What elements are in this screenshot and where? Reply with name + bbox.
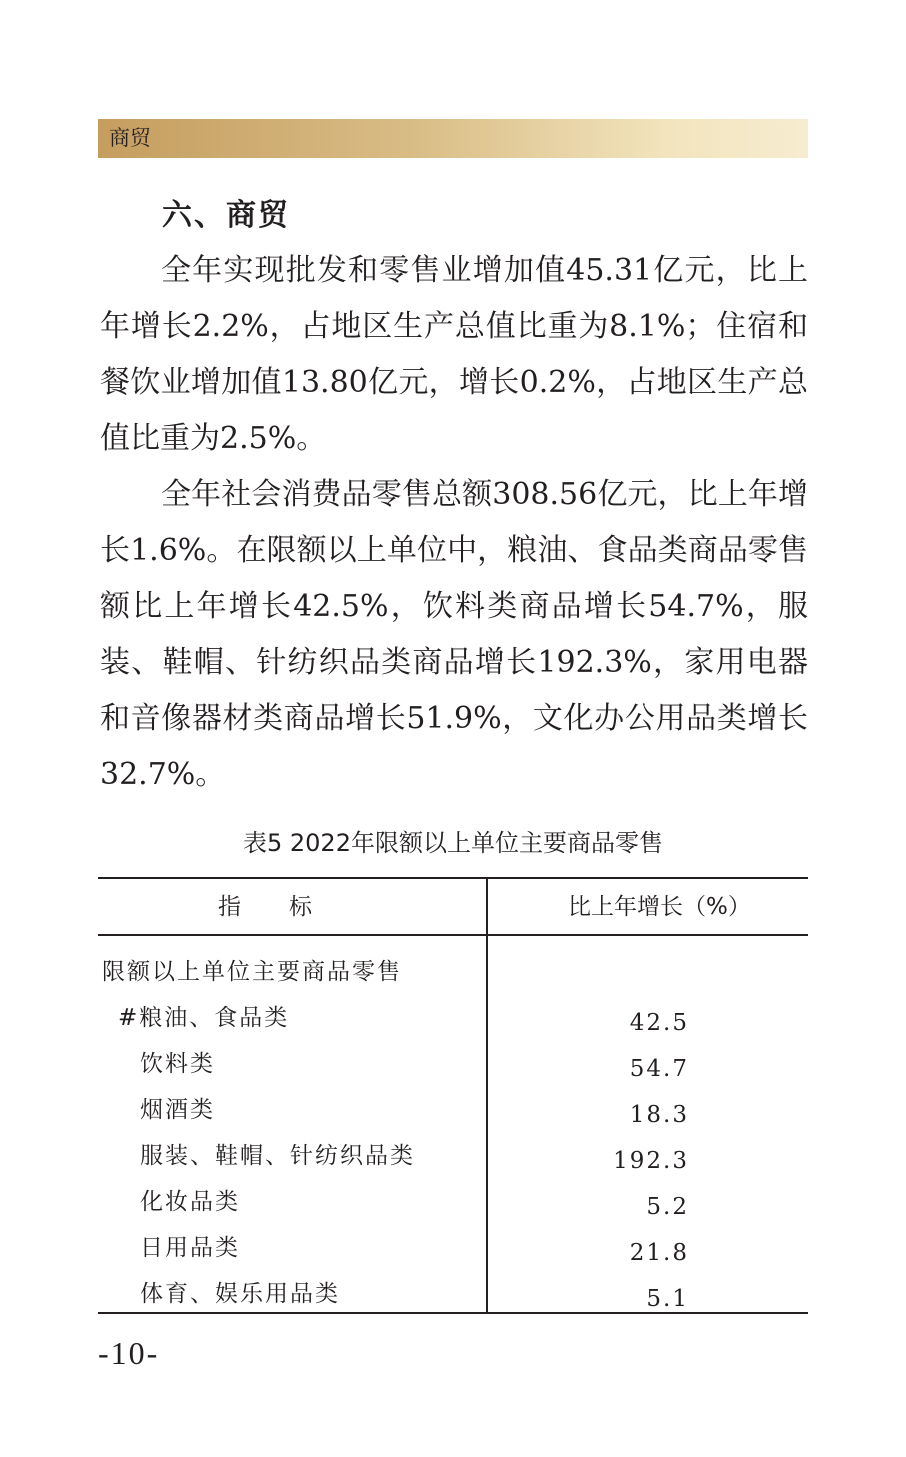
table-title: 表5 2022年限额以上单位主要商品零售 (243, 829, 663, 857)
table-column-divider (486, 877, 488, 1314)
row-value-beverages: 54.7 (629, 1056, 689, 1082)
row-value-daily-goods: 21.8 (629, 1240, 689, 1266)
row-value-sports-entertainment: 5.1 (646, 1286, 689, 1312)
section-header-label: 商贸 (109, 126, 151, 150)
table-header-rule (98, 934, 808, 936)
paragraph-consumer-goods: 全年社会消费品零售总额308.56亿元，比上年增长1.6%。在限额以上单位中，粮油、食品类商品零售额比上年增长42.5%，饮料类商品增长54.7%，服装、鞋帽、针纺织品类商品增长192.3%，家用电器和音像器材类商品增长51.9%，文化办公用品类增长32.7%。 (100, 477, 808, 792)
row-label-cosmetics: 化妆品类 (140, 1189, 240, 1215)
section-header-band (98, 119, 808, 158)
column-header-indicator-a: 指 (218, 894, 243, 920)
table-bottom-rule (98, 1312, 808, 1314)
row-label-sports-entertainment: 体育、娱乐用品类 (140, 1281, 340, 1307)
row-label-clothing-textiles: 服装、鞋帽、针纺织品类 (140, 1143, 415, 1169)
row-label-tobacco-liquor: 烟酒类 (140, 1097, 215, 1123)
column-header-indicator (218, 892, 314, 922)
row-value-cosmetics: 5.2 (646, 1194, 689, 1220)
column-header-growth: 比上年增长（%） (568, 894, 751, 920)
row-value-tobacco-liquor: 18.3 (629, 1102, 689, 1128)
row-label-daily-goods: 日用品类 (140, 1235, 240, 1261)
row-value-clothing-textiles: 192.3 (613, 1148, 689, 1174)
row-value-grain-oil-food: 42.5 (629, 1010, 689, 1036)
page-number: -10- (98, 1335, 160, 1371)
retail-table (98, 877, 808, 1315)
column-header-indicator-b: 标 (289, 894, 314, 920)
row-label-grain-oil-food: #粮油、食品类 (118, 1005, 290, 1031)
table-top-rule (98, 877, 808, 879)
paragraph-wholesale-retail: 全年实现批发和零售业增加值45.31亿元，比上年增长2.2%，占地区生产总值比重为8.1%；住宿和餐饮业增加值13.80亿元，增长0.2%，占地区生产总值比重为2.5%。 (100, 253, 808, 456)
row-label-total: 限额以上单位主要商品零售 (102, 959, 402, 985)
row-label-beverages: 饮料类 (140, 1051, 215, 1077)
section-heading: 六、商贸 (162, 198, 290, 233)
